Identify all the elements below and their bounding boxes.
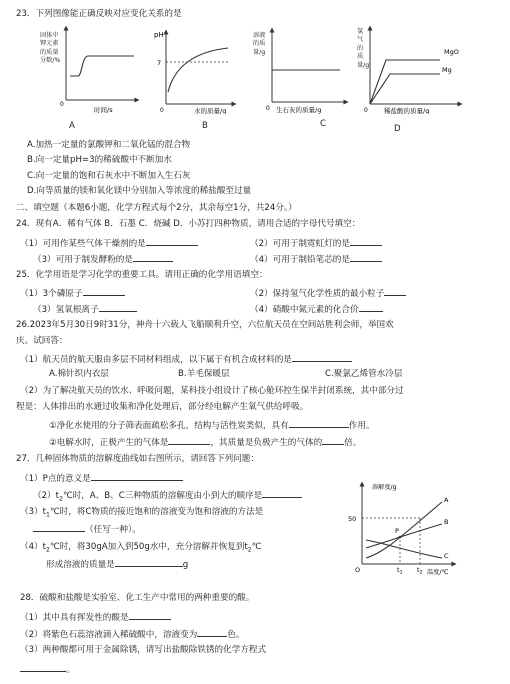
solubility-chart <box>348 480 463 576</box>
q27-item-3: $(3)t_1℃$时，将C物质的接近饱和的溶液变为饱和溶液的方法是 <box>20 507 264 519</box>
q28-blank-1[interactable] <box>129 611 171 620</box>
q25-item-4: （4）硝酸中氮元素的化合价 <box>250 303 383 316</box>
q26-choice-b: B.羊毛保暖层 <box>178 369 230 379</box>
graph-a-origin: 0 <box>60 101 64 108</box>
q26-choice-a: A.棉针织内衣层 <box>49 369 110 379</box>
q27-blank-2[interactable] <box>262 489 302 498</box>
graph-c-ylabel: 溶液的质量/g <box>253 32 266 56</box>
graph-b-caption: B <box>202 121 208 131</box>
graph-d-origin: 0 <box>364 107 368 114</box>
q25-blank-4[interactable] <box>359 303 383 312</box>
q27-stem: 27．几种固体物质的溶解度曲线如右图所示，请回答下列问题： <box>16 454 259 464</box>
graph-d <box>354 24 464 114</box>
q27-item-4-cont: 形成溶液的质量是 g <box>46 560 189 570</box>
q23-option-b: B.向一定量pH=3的稀硫酸中不断加水 <box>27 155 172 165</box>
q25-item-3: （3）氢氧根离子 <box>33 303 137 316</box>
graph-a-ylabel: 固体中钾元素的质量分数/% <box>40 32 61 65</box>
graph-b-ylabel: pH <box>154 31 164 39</box>
q23-option-a: A.加热一定量的氯酸钾和二氧化锰的混合物 <box>27 140 191 150</box>
q27-blank-1[interactable] <box>91 472 183 481</box>
graph-c-origin: 0 <box>266 105 270 112</box>
q24-blank-2[interactable] <box>350 237 382 246</box>
graph-b-curve <box>168 48 228 92</box>
point-p <box>399 536 402 539</box>
label-b: B <box>444 518 449 526</box>
graph-a-curve <box>70 56 134 76</box>
q24-item-1: （1）可用作某些气体干燥剂的是 <box>20 237 198 250</box>
solubility-ytick-50: 50 <box>348 515 357 523</box>
q24-stem: 24．现有A．稀有气体 B．石墨 C．烧碱 D．小苏打四种物质，请用合适的字母代号填空： <box>16 219 361 229</box>
label-a: A <box>444 496 449 504</box>
q28-blank-3[interactable] <box>20 663 66 672</box>
section-2-heading: 二、填空题（本题6小题，化学方程式每个2分，其余每空1分，共24分。） <box>16 203 297 213</box>
q28-item-3-cont: 。 <box>20 663 75 676</box>
graph-b-origin: 0 <box>160 107 164 114</box>
q26-part-2-sub-2: ②电解水时，正极产生的气体是 ，其质量是负极产生的气体的 倍。 <box>49 438 362 448</box>
graph-c-caption: C <box>320 119 327 129</box>
tick-t2: $t_2$ <box>417 566 423 576</box>
q28-blank-2[interactable] <box>197 628 227 637</box>
curve-c <box>366 540 442 558</box>
q24-item-3: （3）可用于制发酵粉的是 <box>33 253 173 266</box>
q26-choice-c: C.聚氯乙烯管水冷层 <box>325 369 403 379</box>
q24-blank-1[interactable] <box>146 237 198 246</box>
q23-option-c: C.向一定量的饱和石灰水中不断加入生石灰 <box>27 171 191 181</box>
q25-item-2: （2）保持氢气化学性质的最小粒子 <box>250 287 406 300</box>
label-c: C <box>444 552 449 560</box>
curve-b <box>366 524 442 548</box>
solubility-xlabel: 温度/℃ <box>427 569 449 576</box>
q24-blank-3[interactable] <box>133 253 173 262</box>
solubility-ylabel: 溶解度/g <box>372 484 397 491</box>
graph-c-xlabel: 生石灰的质量/g <box>276 106 322 114</box>
q26-blank-2[interactable] <box>289 419 349 428</box>
q25-blank-1[interactable] <box>83 287 125 296</box>
q27-item-4: $(4)t_2℃$时，将30gA加入到50g水中，充分溶解并恢复到$t_2℃$ <box>20 542 262 554</box>
graph-b <box>148 28 238 114</box>
q27-item-2: $(2)t_2℃$时，A、B、C三种物质的溶解度由小到大的顺序是 <box>33 489 302 505</box>
q26-blank-1[interactable] <box>292 353 352 362</box>
graph-a-xlabel: 时间/s <box>94 106 113 114</box>
graph-d-series-2 <box>370 74 440 104</box>
q25-stem: 25．化学用语是学习化学的重要工具。请用正确的化学用语填空： <box>16 270 268 280</box>
q24-item-2: （2）可用于制霓虹灯的是 <box>250 237 382 250</box>
graph-d-label-mg: Mg <box>442 66 452 74</box>
q25-item-1: （1）3个磷原子 <box>20 287 125 300</box>
q28-item-2: （2）将紫色石蕊溶液滴入稀硫酸中，溶液变为 色。 <box>20 630 245 640</box>
q28-item-1: （1）其中具有挥发性的酸是 <box>20 611 171 624</box>
tick-t1: $t_1$ <box>397 566 403 576</box>
label-p: P <box>395 527 399 535</box>
q27-item-3-cont: （任写一种）。 <box>33 523 141 536</box>
q27-item-1: （1）P点的意义是 <box>20 472 183 485</box>
q26-blank-4[interactable] <box>322 436 344 445</box>
q26-blank-3[interactable] <box>168 436 210 445</box>
q26-part-2-line-2: 程是：人体排出的水通过收集和净化处理后，部分经电解产生氧气供给呼吸。 <box>16 402 309 412</box>
graph-d-caption: D <box>394 124 401 134</box>
q24-blank-4[interactable] <box>350 253 382 262</box>
solubility-origin: O <box>355 566 361 574</box>
graph-d-series-1 <box>370 60 440 104</box>
q24-item-4: （4）可用于制铅笔芯的是 <box>250 253 382 266</box>
q28-item-3: （3）两种酸都可用于金属除锈，请写出盐酸除铁锈的化学方程式 <box>20 645 267 655</box>
q25-blank-2[interactable] <box>384 287 406 296</box>
q28-stem: 28．硫酸和盐酸是实验室、化工生产中常用的两种重要的酸。 <box>20 593 255 603</box>
q23-stem: 23．下列图像能正确反映对应变化关系的是 <box>16 9 182 19</box>
graph-d-ylabel: 氢气的质量/g <box>357 28 370 69</box>
q23-option-d: D.向等质量的镁和氧化镁中分别加入等浓度的稀盐酸至过量 <box>27 186 252 196</box>
graph-b-tick-7: 7 <box>157 59 162 67</box>
graph-a-caption: A <box>69 121 75 131</box>
q26-stem-line-1: 26.2023年5月30日9时31分，神舟十六载人飞船顺利升空，六位航天员在空间站胜利会师，举国欢 <box>16 320 394 330</box>
q26-part-2-sub-1: ①净化水使用的分子筛表面疏松多孔，结构与活性炭类似，具有 作用。 <box>49 421 375 431</box>
q26-stem-line-2: 庆。试回答： <box>16 336 68 346</box>
q25-blank-3[interactable] <box>99 303 137 312</box>
q26-part-2-line-1: （2）为了解决航天员的饮水、呼吸问题，某科技小组设计了核心舱环控生保半封闭系统，其中部分过 <box>20 386 404 396</box>
q27-blank-4[interactable] <box>115 558 183 567</box>
graph-b-xlabel: 水的质量/g <box>194 107 227 114</box>
q26-part-1: （1）航天员的航天服由多层不同材料组成，以下属于有机合成材料的是 <box>20 353 352 366</box>
graph-d-xlabel: 稀盐酸的质量/g <box>384 107 430 114</box>
graph-d-label-mgo: MgO <box>444 48 459 56</box>
q27-blank-3[interactable] <box>33 523 85 532</box>
